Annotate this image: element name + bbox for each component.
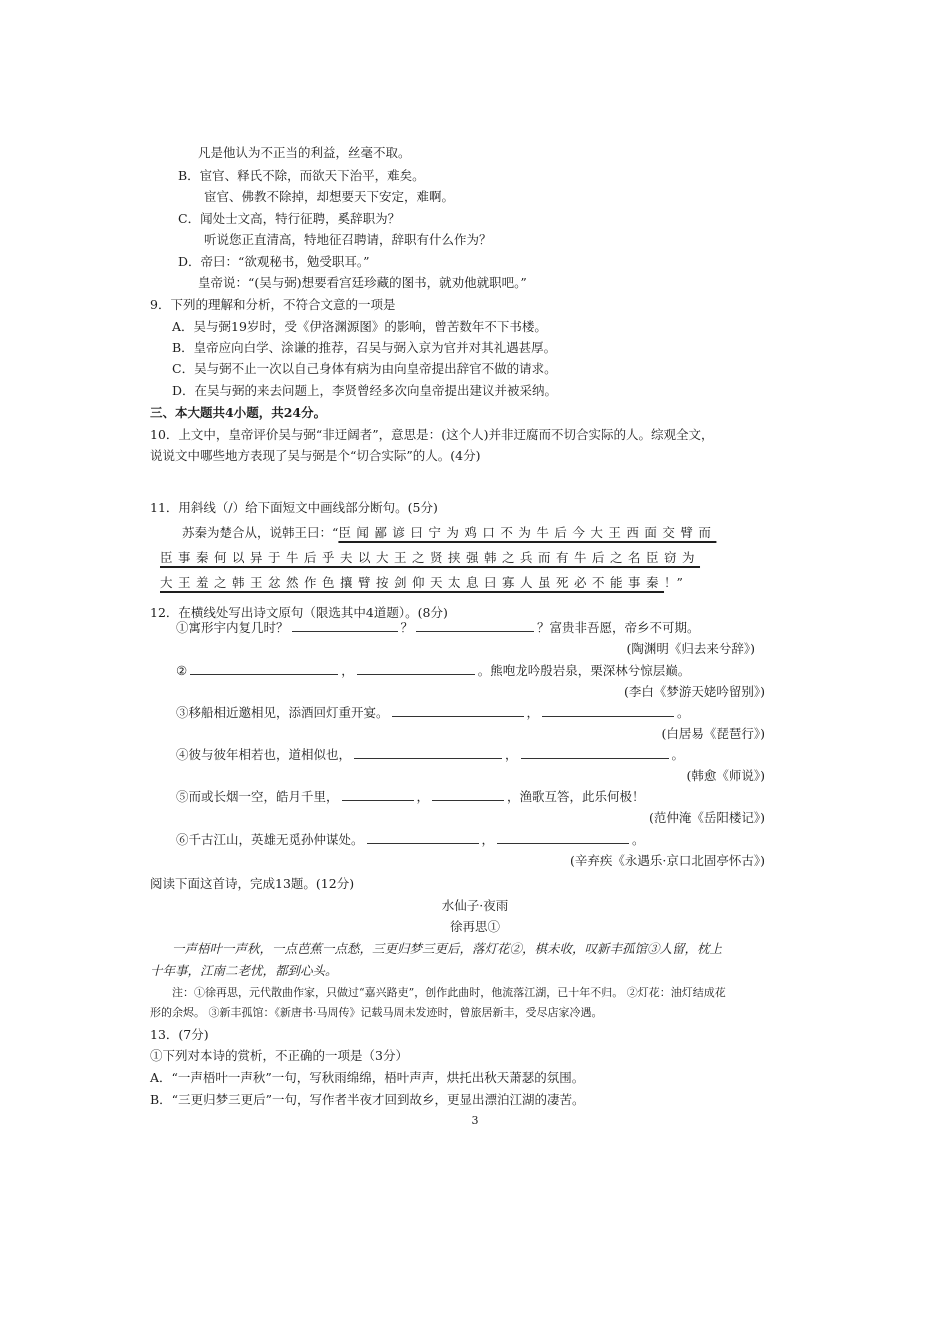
- answer-blank[interactable]: [521, 747, 669, 759]
- q11-stem: 11．用斜线（/）给下面短文中画线部分断句。(5分): [150, 500, 438, 515]
- q11-line2: [160, 550, 700, 566]
- q12-item-4-post: 。: [671, 747, 685, 762]
- answer-blank[interactable]: [292, 620, 398, 632]
- q12-item-2-pre: ②: [176, 663, 188, 678]
- poem-note-line1: 注：①徐再思，元代散曲作家，只做过“嘉兴路吏”，创作此曲时，他流落江湖，已十年不归。 ②灯花：油灯结成花: [172, 986, 726, 999]
- q12-item-6-source: (辛弃疾《永遇乐·京口北固亭怀古》): [570, 853, 765, 868]
- q9-option-b: B．皇帝应向白学、涂谦的推荐，召吴与弼入京为官并对其礼遇甚厚。: [172, 340, 557, 355]
- q12-item-1-source: (陶渊明《归去来兮辞》): [626, 641, 755, 656]
- q8-translation-d: 皇帝说：“(吴与弼)想要看宫廷珍藏的图书，就劝他就职吧。”: [198, 275, 527, 290]
- q12-item-5-pre: ⑤而或长烟一空，皓月千里，: [176, 789, 339, 804]
- q11-line1: [182, 525, 716, 541]
- q12-item-5-source: (范仲淹《岳阳楼记》): [648, 810, 765, 825]
- poem-intro: 阅读下面这首诗，完成13题。(12分): [150, 876, 355, 891]
- q8-option-b: B．宦官、释氏不除，而欲天下治平，难矣。: [178, 168, 425, 183]
- poem-title: 水仙子·夜雨: [441, 898, 509, 913]
- q12-item-2-mid: ，: [341, 663, 354, 678]
- q9-stem: 9．下列的理解和分析，不符合文意的一项是: [150, 297, 396, 312]
- q12-item-4-mid: ，: [505, 747, 518, 762]
- q12-item-4-pre: ④彼与彼年相若也，道相似也，: [176, 747, 352, 762]
- q12-item-6: [176, 832, 645, 848]
- q12-item-1: [176, 620, 700, 636]
- page-number: 3: [471, 1114, 479, 1127]
- q12-item-6-pre: ⑥千古江山，英雄无觅孙仲谋处。: [176, 832, 364, 847]
- q8-option-c: C．闻处士文高，特行征聘，奚辞职为？: [178, 211, 401, 226]
- q10-line2: 说说文中哪些地方表现了吴与弼是个“切合实际”的人。(4分): [150, 448, 481, 463]
- q11-underlined-text-3: 大王羞之韩王忿然作色攘臂按剑仰天太息曰寡人虽死必不能事秦: [160, 575, 665, 590]
- q8-translation-a: 凡是他认为不正当的利益，丝毫不取。: [198, 145, 411, 160]
- q9-option-d: D．在吴与弼的来去问题上，李贤曾经多次向皇帝提出建议并被采纳。: [172, 383, 558, 398]
- q12-item-5-post: ，渔歌互答，此乐何极！: [507, 789, 645, 804]
- q12-item-1-post: ？富贵非吾愿，帝乡不可期。: [537, 620, 700, 635]
- poem-body-line1: 一声梧叶一声秋，一点芭蕉一点愁，三更归梦三更后，落灯花②，棋未收，叹新丰孤馆③人留，枕上: [172, 941, 723, 956]
- answer-blank[interactable]: [416, 620, 534, 632]
- q13-option-a: A．“一声梧叶一声秋”一句，写秋雨绵绵，梧叶声声，烘托出秋天萧瑟的氛围。: [150, 1070, 585, 1085]
- poem-note-line2: 形的余烬。 ③新丰孤馆：《新唐书·马周传》记载马周未发迹时，曾旅居新丰，受尽店家冷遇。: [150, 1006, 603, 1019]
- q13-option-b: B．“三更归梦三更后”一句，写作者半夜才回到故乡，更显出漂泊江湖的凄苦。: [150, 1092, 585, 1107]
- q11-underlined-text-2: 臣事秦何以异于牛后乎夫以大王之贤挟强韩之兵而有牛后之名臣窃为: [160, 550, 701, 565]
- answer-blank[interactable]: [367, 832, 479, 844]
- answer-blank[interactable]: [190, 663, 338, 675]
- answer-blank[interactable]: [432, 789, 504, 801]
- answer-blank[interactable]: [354, 747, 502, 759]
- q12-item-3-mid: ，: [526, 705, 540, 720]
- q12-item-3-source: (白居易《琵琶行》): [661, 726, 765, 741]
- poem-author: 徐再思①: [449, 919, 500, 934]
- q11-underlined-text-1: 臣闻鄙谚曰宁为鸡口不为牛后今大王西面交臂而: [338, 525, 717, 540]
- answer-blank[interactable]: [542, 705, 674, 717]
- q12-item-1-pre: ①寓形宇内复几时？: [176, 620, 289, 635]
- q12-item-4-source: (韩愈《师说》): [686, 768, 765, 783]
- q12-item-3: [176, 705, 690, 721]
- answer-blank[interactable]: [497, 832, 629, 844]
- q12-item-4: [176, 747, 684, 763]
- section3-title: 三、本大题共4小题，共24分。: [150, 405, 327, 420]
- q12-item-5-mid: ，: [416, 789, 430, 804]
- q12-item-1-mid: ？: [400, 620, 414, 635]
- q10-line1: 10．上文中，皇帝评价吴与弼“非迂阔者”，意思是：(这个人)并非迂腐而不切合实际的人。综观全文，: [150, 427, 714, 442]
- q12-item-3-post: 。: [677, 705, 690, 720]
- poem-body-line2: 十年事，江南二老忧，都到心头。: [150, 963, 338, 978]
- q8-translation-c: 听说您正直清高，特地征召聘请，辞职有什么作为？: [204, 232, 492, 247]
- q12-item-2-source: (李白《梦游天姥吟留别》): [623, 684, 765, 699]
- q11-line1-text: 苏秦为楚合从，说韩王曰：“: [182, 525, 339, 540]
- q13-stem: 13．(7分): [150, 1027, 209, 1042]
- q12-item-3-pre: ③移船相近邀相见，添酒回灯重开宴。: [176, 705, 389, 720]
- q12-item-6-mid: ，: [481, 832, 495, 847]
- answer-blank[interactable]: [357, 663, 475, 675]
- q12-item-2: [176, 663, 690, 679]
- answer-blank[interactable]: [342, 789, 414, 801]
- q11-line3: [160, 575, 683, 591]
- q12-item-2-post: 。熊咆龙吟殷岩泉，栗深林兮惊层巅。: [477, 663, 691, 678]
- q12-item-6-post: 。: [632, 832, 645, 847]
- q9-option-a: A．吴与弼19岁时，受《伊洛渊源图》的影响，曾苦数年不下书楼。: [172, 319, 547, 334]
- q12-item-5: [176, 789, 645, 805]
- q8-option-d: D．帝曰：“欲观秘书，勉受职耳。”: [178, 254, 370, 269]
- q13-sub1: ①下列对本诗的赏析，不正确的一项是（3分）: [150, 1048, 408, 1063]
- q9-option-c: C．吴与弼不止一次以自己身体有病为由向皇帝提出辞官不做的请求。: [172, 361, 557, 376]
- answer-blank[interactable]: [392, 705, 524, 717]
- q12-stem: 12．在横线处写出诗文原句（限选其中4道题）。(8分): [150, 605, 448, 620]
- q8-translation-b: 宦官、佛教不除掉，却想要天下安定，难啊。: [204, 189, 455, 204]
- q11-line3-end: ！”: [664, 575, 683, 590]
